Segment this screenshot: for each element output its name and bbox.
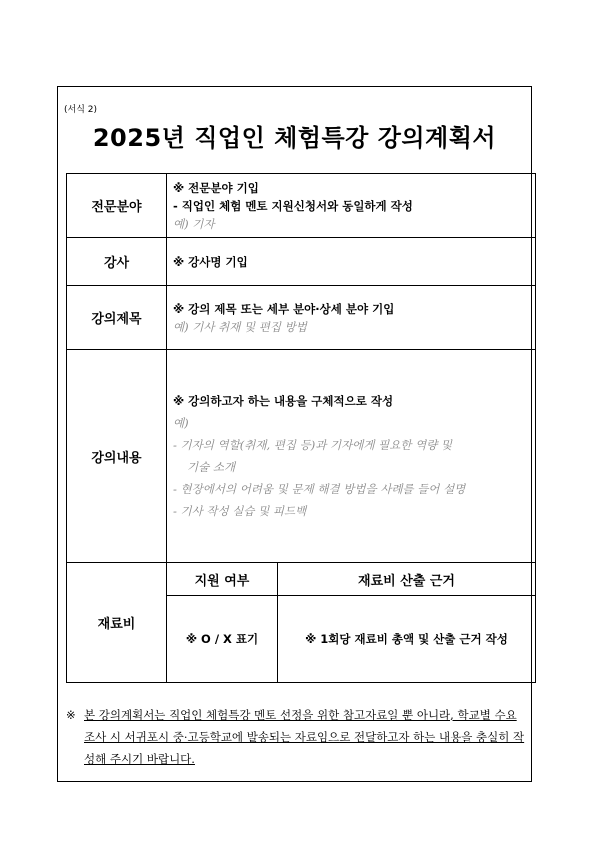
content-example-head: 예)	[173, 416, 189, 430]
note-text: 본 강의계획서는 직업인 체험특강 멘토 선정을 위한 참고자료일 뿐 아니라, 학교별 수요 조사 시 서귀포시 중·고등학교에 발송되는 자료임으로 전달하고자 하는 내용을 충실히 작성해 주시기 바랍니다.	[84, 708, 525, 766]
content-instruction: ※ 강의하고자 하는 내용을 구체적으로 작성	[173, 394, 394, 408]
cell-field[interactable]	[167, 174, 536, 238]
note-mark: ※	[66, 708, 76, 722]
cell-support[interactable]: ※ O / X 표기	[167, 596, 278, 683]
footnote	[66, 704, 530, 770]
lecture-title-instruction: ※ 강의 제목 또는 세부 분야·상세 분야 기입	[173, 301, 395, 316]
row-content	[67, 350, 536, 563]
label-content: 강의내용	[67, 350, 167, 563]
document-title: 2025년 직업인 체험특강 강의계획서	[92, 124, 497, 152]
row-materials-header	[67, 563, 536, 596]
lecture-title-example: 예) 기사 취재 및 편집 방법	[173, 319, 307, 334]
content-example-2: - 현장에서의 어려움 및 문제 해결 방법을 사례를 들어 설명	[173, 482, 466, 496]
lecture-plan-table	[66, 173, 536, 683]
row-lecturer	[67, 238, 536, 286]
label-lecturer: 강사	[67, 238, 167, 286]
row-field	[67, 174, 536, 238]
content-example-1a: - 기자의 역할(취재, 편집 등)과 기자에게 필요한 역량 및	[173, 438, 453, 452]
cell-lecturer[interactable]	[167, 238, 536, 286]
content-example-1b: 기술 소개	[187, 460, 236, 474]
cell-content[interactable]	[167, 350, 536, 563]
label-materials: 재료비	[67, 563, 167, 683]
lecturer-instruction: ※ 강사명 기입	[173, 254, 248, 269]
content-example-3: - 기사 작성 실습 및 피드백	[173, 504, 307, 518]
header-support: 지원 여부	[167, 563, 278, 596]
label-field: 전문분야	[67, 174, 167, 238]
field-instruction-detail: - 직업인 체험 멘토 지원신청서와 동일하게 작성	[173, 198, 413, 213]
cell-basis[interactable]: ※ 1회당 재료비 총액 및 산출 근거 작성	[278, 596, 536, 683]
field-instruction: ※ 전문분야 기입	[173, 180, 259, 195]
form-number: (서식 2)	[64, 105, 97, 115]
field-example: 예) 기자	[173, 216, 215, 231]
label-lecture-title: 강의제목	[67, 286, 167, 350]
header-basis: 재료비 산출 근거	[278, 563, 536, 596]
cell-lecture-title[interactable]	[167, 286, 536, 350]
row-lecture-title	[67, 286, 536, 350]
